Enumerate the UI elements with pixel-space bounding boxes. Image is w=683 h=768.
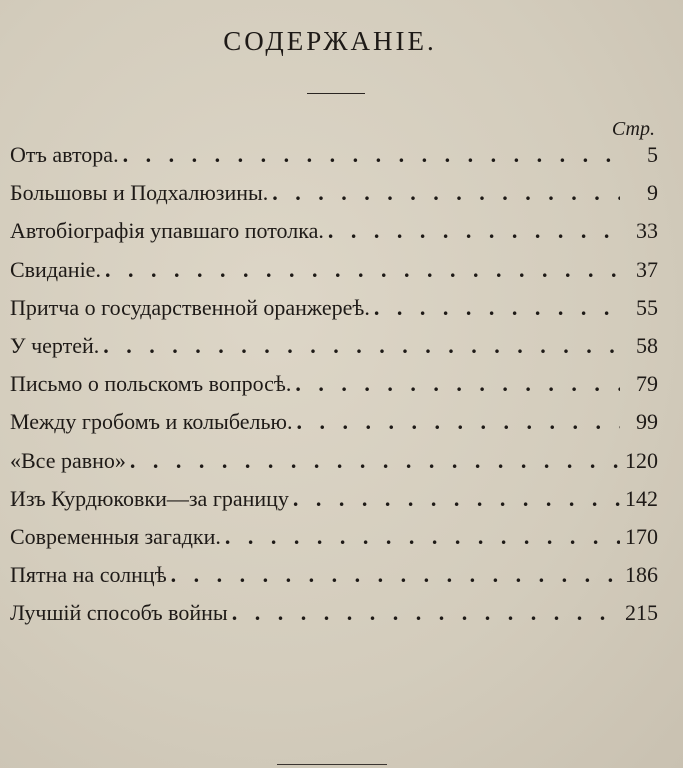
- page-column-label: Стр.: [611, 118, 655, 140]
- toc-entry: [10, 486, 658, 524]
- toc-entry: [10, 448, 658, 486]
- toc-entry: [10, 600, 658, 638]
- title-divider: [307, 93, 365, 94]
- entry-title: Притча о государственной оранжереѣ.: [10, 294, 370, 320]
- toc-entry: [10, 218, 658, 256]
- bottom-divider: [277, 764, 387, 765]
- entry-page-number: 142: [625, 485, 658, 511]
- dot-leader: [328, 218, 620, 244]
- entry-title: Лучшій способъ войны: [10, 600, 228, 626]
- dot-leader: [130, 448, 620, 474]
- entry-page-number: 215: [625, 600, 658, 626]
- entry-title: «Все равно»: [10, 447, 126, 473]
- entry-page-number: 55: [636, 294, 658, 320]
- entry-page-number: 120: [625, 447, 658, 473]
- dot-leader: [225, 524, 620, 550]
- toc-entry: [10, 257, 658, 295]
- toc-entry: [10, 562, 658, 600]
- dot-leader: [272, 180, 620, 206]
- toc-entry: [10, 295, 658, 333]
- entry-title: Свиданіе.: [10, 256, 101, 282]
- entry-title: Современныя загадки.: [10, 523, 221, 549]
- entry-page-number: 9: [647, 180, 658, 206]
- toc-entry: [10, 371, 658, 409]
- entry-page-number: 99: [636, 409, 658, 435]
- entry-page-number: 37: [636, 256, 658, 282]
- toc-entry: [10, 333, 658, 371]
- entry-title: Письмо о польскомъ вопросѣ.: [10, 371, 292, 397]
- entry-title: Отъ автора.: [10, 142, 119, 167]
- entry-page-number: 79: [636, 371, 658, 397]
- entry-title: Автобіографія упавшаго потолка.: [10, 218, 324, 244]
- dot-leader: [105, 257, 620, 283]
- page-title: СОДЕРЖАНІЕ.: [223, 26, 437, 56]
- dot-leader: [296, 409, 620, 435]
- dot-leader: [123, 142, 620, 168]
- toc-entry: [10, 180, 658, 218]
- toc-entry: [10, 142, 658, 180]
- entry-page-number: 186: [625, 562, 658, 588]
- entry-page-number: 58: [636, 332, 658, 358]
- dot-leader: [295, 371, 620, 397]
- entry-title: Пятна на солнцѣ: [10, 562, 167, 588]
- toc-entry: [10, 409, 658, 447]
- entry-page-number: 33: [636, 218, 658, 244]
- dot-leader: [103, 333, 620, 359]
- entry-page-number: 170: [625, 523, 658, 549]
- table-of-contents: [10, 142, 658, 638]
- entry-title: Большовы и Подхалюзины.: [10, 180, 269, 206]
- dot-leader: [232, 600, 620, 626]
- dot-leader: [293, 486, 620, 512]
- toc-entry: [10, 524, 658, 562]
- dot-leader: [374, 295, 620, 321]
- entry-title: У чертей.: [10, 332, 100, 358]
- entry-page-number: 5: [647, 142, 658, 167]
- entry-title: Между гробомъ и колыбелью.: [10, 409, 293, 435]
- entry-title: Изъ Курдюковки—за границу: [10, 485, 289, 511]
- dot-leader: [171, 562, 620, 588]
